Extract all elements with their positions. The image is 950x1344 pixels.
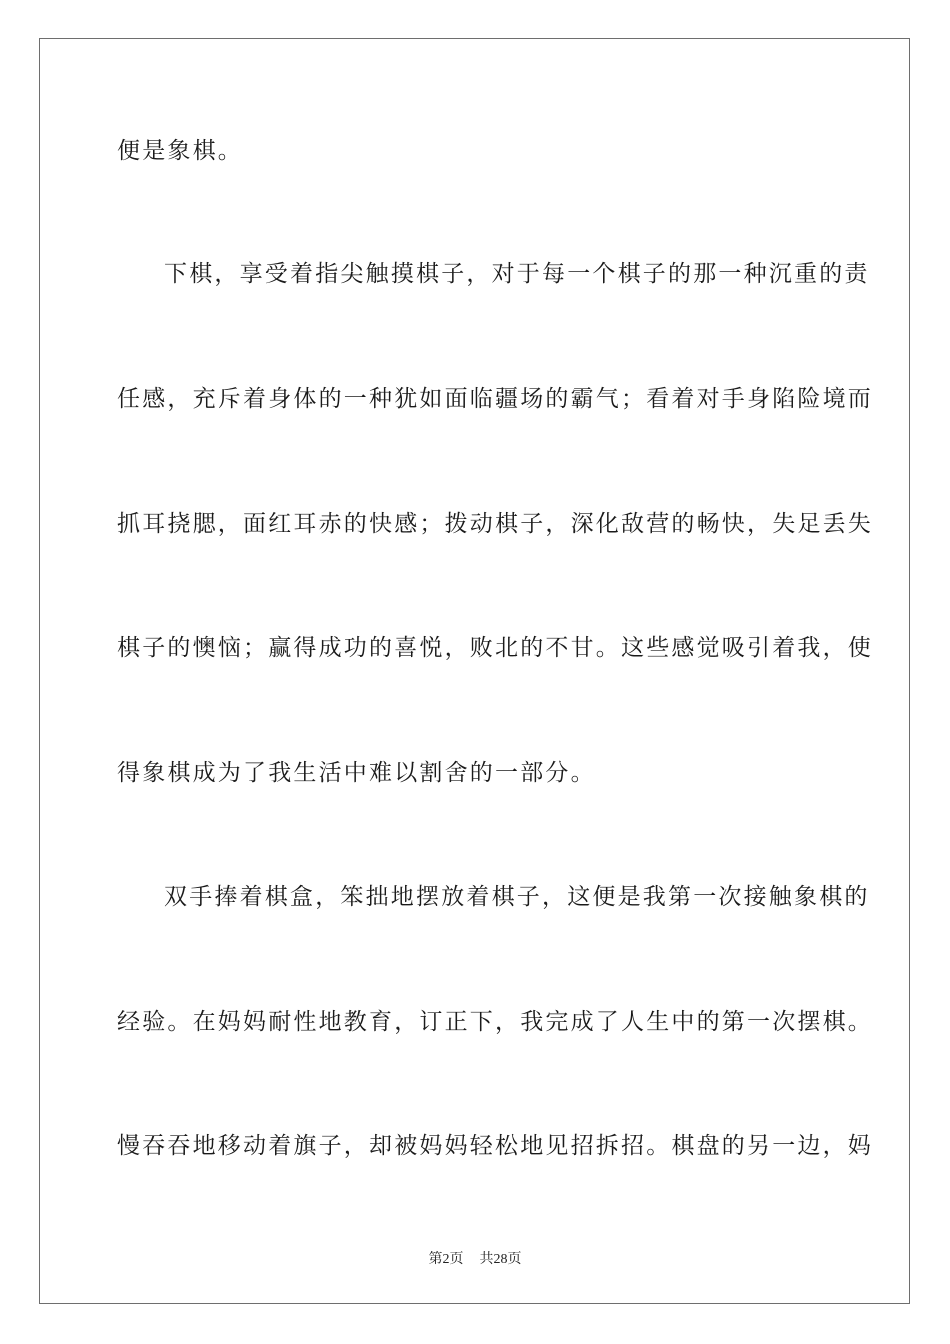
text-line: 便是象棋。	[117, 138, 243, 164]
page-number: 第2页	[428, 1252, 464, 1267]
text-line: 双手捧着棋盒，笨拙地摆放着棋子，这便是我第一次接触象棋的	[164, 884, 870, 910]
page-total: 共28页	[479, 1252, 522, 1267]
text-line: 任感，充斥着身体的一种犹如面临疆场的霸气；看着对手身陷险境而	[117, 386, 873, 412]
page-footer	[0, 1248, 950, 1268]
text-line: 慢吞吞地移动着旗子，却被妈妈轻松地见招拆招。棋盘的另一边，妈	[117, 1133, 873, 1159]
text-line: 得象棋成为了我生活中难以割舍的一部分。	[117, 760, 596, 786]
text-line: 下棋，享受着指尖触摸棋子，对于每一个棋子的那一种沉重的责	[164, 261, 870, 287]
text-line: 棋子的懊恼；赢得成功的喜悦，败北的不甘。这些感觉吸引着我，使	[117, 635, 873, 661]
page-border	[39, 38, 910, 1304]
text-line: 经验。在妈妈耐性地教育，订正下，我完成了人生中的第一次摆棋。	[117, 1009, 873, 1035]
text-line: 抓耳挠腮，面红耳赤的快感；拨动棋子，深化敌营的畅快，失足丢失	[117, 511, 873, 537]
